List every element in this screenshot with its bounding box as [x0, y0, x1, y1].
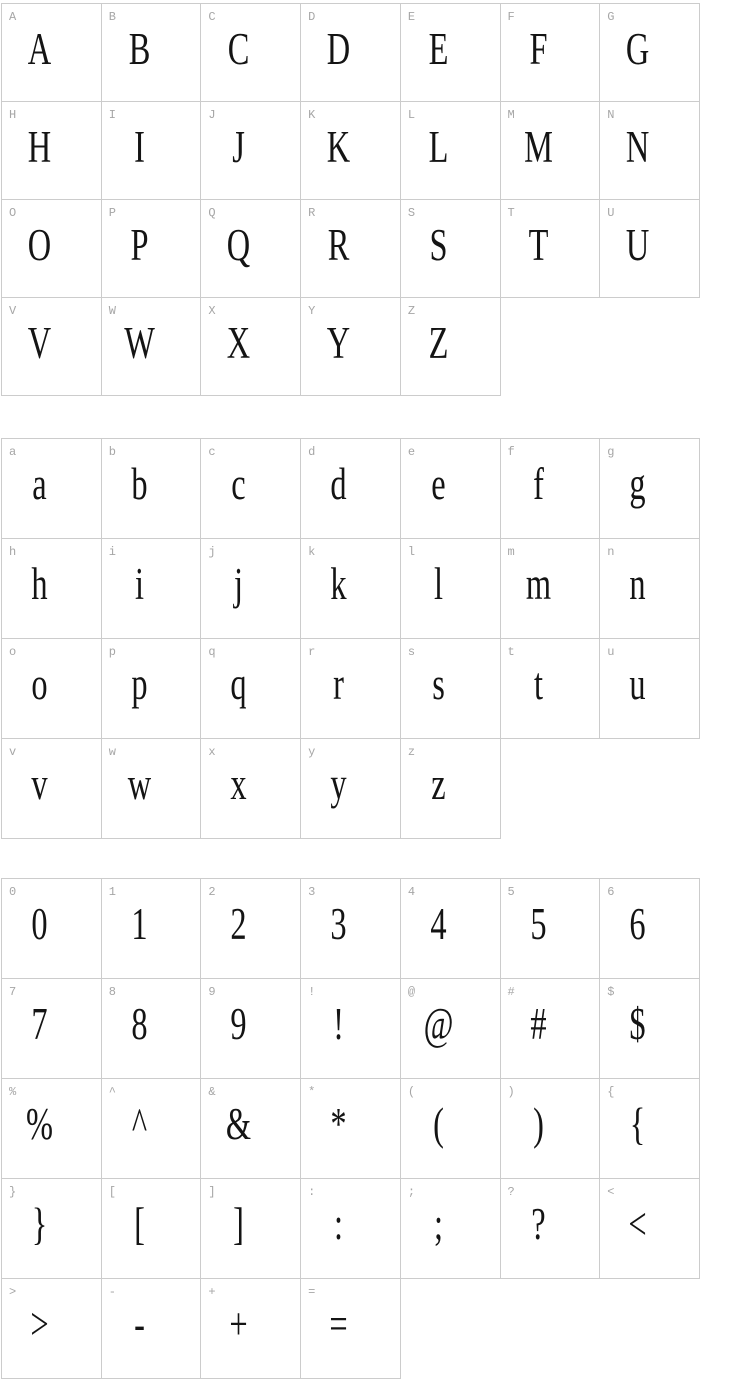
cell-glyph: q	[230, 659, 248, 709]
cell-label: 7	[9, 985, 17, 999]
cell-label: T	[507, 206, 515, 220]
cell-label: j	[208, 545, 216, 559]
cell-label: 4	[407, 885, 416, 899]
cell-glyph: U	[626, 220, 650, 270]
cell-glyph: h	[31, 559, 48, 609]
cell-label: 3	[308, 885, 316, 899]
glyph-block-digits-symbols	[1, 878, 700, 1379]
cell-label: R	[308, 206, 316, 220]
cell-glyph: L	[428, 122, 449, 172]
cell-label: e	[407, 445, 416, 459]
cell-glyph: 3	[330, 899, 347, 949]
glyph-cell	[500, 200, 600, 298]
cell-glyph: j	[234, 559, 244, 609]
glyph-block-uppercase	[1, 3, 700, 396]
cell-label: m	[507, 545, 515, 559]
cell-label: l	[407, 545, 416, 559]
cell-label: x	[208, 745, 216, 759]
cell-glyph: ?	[530, 1199, 546, 1249]
glyph-cell	[400, 102, 500, 200]
glyph-cell	[101, 1179, 201, 1279]
cell-label: W	[108, 304, 116, 318]
cell-glyph: p	[131, 659, 148, 709]
cell-label: Q	[208, 206, 216, 220]
cell-glyph: f	[532, 459, 544, 509]
glyph-cell	[101, 879, 201, 979]
glyph-cell	[600, 539, 700, 639]
cell-label: t	[507, 645, 515, 659]
cell-glyph: $	[629, 999, 646, 1049]
cell-label: +	[208, 1285, 216, 1299]
glyph-cell	[2, 1179, 102, 1279]
cell-glyph: R	[327, 220, 350, 270]
cell-glyph: N	[626, 122, 650, 172]
glyph-cell	[500, 539, 600, 639]
cell-label: N	[607, 108, 615, 122]
glyph-cell	[101, 298, 201, 396]
cell-label: P	[108, 206, 116, 220]
cell-glyph: !	[333, 999, 345, 1049]
cell-glyph: 4	[430, 899, 447, 949]
cell-label: v	[9, 745, 17, 759]
glyph-row	[2, 298, 700, 396]
glyph-cell	[600, 1179, 700, 1279]
glyph-cell	[101, 439, 201, 539]
cell-glyph: O	[27, 220, 52, 270]
cell-glyph: Y	[326, 318, 351, 368]
cell-glyph: b	[131, 459, 148, 509]
glyph-cell	[400, 979, 500, 1079]
cell-label: K	[308, 108, 316, 122]
glyph-cell	[2, 879, 102, 979]
cell-label: E	[407, 10, 416, 24]
glyph-cell	[201, 200, 301, 298]
cell-glyph: w	[127, 759, 151, 809]
cell-label: 6	[607, 885, 615, 899]
glyph-cell	[101, 102, 201, 200]
glyph-cell	[600, 200, 700, 298]
cell-glyph: [	[133, 1199, 145, 1249]
glyph-cell	[301, 102, 401, 200]
cell-label: >	[9, 1285, 17, 1299]
cell-label: r	[308, 645, 316, 659]
glyph-cell	[600, 979, 700, 1079]
cell-glyph: 1	[131, 899, 148, 949]
cell-glyph: }	[31, 1199, 48, 1249]
cell-label: C	[208, 10, 216, 24]
cell-glyph: y	[330, 759, 347, 809]
cell-label: !	[308, 985, 316, 999]
cell-glyph: (	[432, 1099, 444, 1149]
cell-glyph: E	[428, 24, 449, 74]
glyph-cell	[400, 879, 500, 979]
cell-glyph: 7	[31, 999, 48, 1049]
cell-glyph: i	[134, 559, 144, 609]
cell-glyph: &	[226, 1099, 252, 1149]
cell-glyph: {	[629, 1099, 646, 1149]
cell-glyph: l	[433, 559, 443, 609]
cell-glyph: T	[528, 220, 548, 270]
glyph-cell	[2, 102, 102, 200]
glyph-cell	[201, 539, 301, 639]
glyph-cell	[600, 4, 700, 102]
glyph-cell	[400, 298, 500, 396]
glyph-map	[0, 3, 740, 1379]
glyph-row	[2, 439, 700, 539]
glyph-block-lowercase	[1, 438, 700, 839]
cell-glyph: ^	[131, 1099, 147, 1149]
cell-glyph: n	[629, 559, 646, 609]
cell-label: u	[607, 645, 615, 659]
cell-glyph: C	[228, 24, 250, 74]
cell-label: (	[407, 1085, 416, 1099]
cell-label: a	[9, 445, 17, 459]
glyph-cell	[400, 639, 500, 739]
cell-glyph: %	[26, 1099, 53, 1149]
glyph-row	[2, 1279, 700, 1379]
cell-label: q	[208, 645, 216, 659]
glyph-cell	[600, 879, 700, 979]
cell-glyph: c	[231, 459, 247, 509]
cell-glyph: 6	[629, 899, 646, 949]
cell-glyph: 8	[131, 999, 148, 1049]
glyph-cell	[101, 539, 201, 639]
glyph-row	[2, 539, 700, 639]
cell-glyph: =	[329, 1299, 348, 1349]
cell-glyph: z	[431, 759, 446, 809]
glyph-cell	[400, 200, 500, 298]
glyph-cell	[600, 1079, 700, 1179]
cell-label: B	[108, 10, 116, 24]
glyph-cell	[201, 639, 301, 739]
cell-label: O	[9, 206, 17, 220]
cell-label: <	[607, 1185, 615, 1199]
cell-glyph: Z	[428, 318, 449, 368]
glyph-cell	[2, 298, 102, 396]
cell-label: h	[9, 545, 17, 559]
cell-label: :	[308, 1185, 316, 1199]
cell-glyph: +	[229, 1299, 249, 1349]
cell-glyph: 0	[31, 899, 48, 949]
cell-glyph: A	[27, 24, 52, 74]
glyph-cell	[301, 200, 401, 298]
cell-label: p	[108, 645, 116, 659]
glyph-cell	[2, 200, 102, 298]
cell-glyph: K	[326, 122, 351, 172]
cell-label: *	[308, 1085, 316, 1099]
glyph-cell	[301, 1179, 401, 1279]
cell-glyph: ;	[433, 1199, 443, 1249]
cell-label: S	[407, 206, 416, 220]
cell-glyph: 9	[230, 999, 248, 1049]
glyph-cell	[301, 739, 401, 839]
glyph-row	[2, 1179, 700, 1279]
glyph-cell	[201, 439, 301, 539]
cell-label: y	[308, 745, 316, 759]
glyph-row	[2, 4, 700, 102]
cell-glyph: H	[27, 122, 52, 172]
cell-glyph: e	[431, 459, 446, 509]
cell-label: X	[208, 304, 216, 318]
glyph-cell	[2, 4, 102, 102]
cell-glyph: 2	[230, 899, 248, 949]
cell-glyph: o	[31, 659, 48, 709]
cell-label: w	[108, 745, 116, 759]
cell-glyph: s	[432, 659, 445, 709]
cell-glyph: J	[232, 122, 246, 172]
glyph-cell	[2, 639, 102, 739]
glyph-row	[2, 200, 700, 298]
cell-label: M	[507, 108, 515, 122]
cell-glyph: B	[128, 24, 151, 74]
cell-glyph: @	[423, 999, 454, 1049]
cell-label: Y	[308, 304, 316, 318]
cell-label: &	[208, 1085, 216, 1099]
cell-label: 2	[208, 885, 216, 899]
cell-glyph: r	[333, 659, 345, 709]
glyph-cell	[101, 1279, 201, 1379]
cell-label: s	[407, 645, 416, 659]
cell-label: }	[9, 1185, 17, 1199]
cell-glyph: t	[533, 659, 543, 709]
cell-glyph: P	[130, 220, 149, 270]
glyph-cell	[201, 739, 301, 839]
cell-glyph: 5	[529, 899, 547, 949]
cell-label: )	[507, 1085, 515, 1099]
cell-label: =	[308, 1285, 316, 1299]
glyph-cell	[500, 879, 600, 979]
glyph-cell	[201, 1279, 301, 1379]
glyph-cell	[301, 639, 401, 739]
cell-glyph: Q	[227, 220, 251, 270]
cell-label: #	[507, 985, 515, 999]
glyph-cell	[301, 979, 401, 1079]
cell-label: g	[607, 445, 615, 459]
cell-glyph: V	[27, 318, 52, 368]
cell-label: 8	[108, 985, 116, 999]
glyph-cell	[2, 1279, 102, 1379]
glyph-cell	[500, 1179, 600, 1279]
cell-label: d	[308, 445, 316, 459]
glyph-cell	[101, 4, 201, 102]
cell-label: G	[607, 10, 615, 24]
cell-label: F	[507, 10, 515, 24]
cell-label: D	[308, 10, 316, 24]
cell-label: ;	[407, 1185, 416, 1199]
glyph-cell	[101, 1079, 201, 1179]
cell-glyph: k	[330, 559, 347, 609]
cell-glyph: W	[123, 318, 155, 368]
glyph-row	[2, 102, 700, 200]
glyph-cell	[201, 979, 301, 1079]
glyph-cell	[400, 1079, 500, 1179]
cell-glyph: g	[629, 459, 646, 509]
cell-label: J	[208, 108, 216, 122]
glyph-cell	[101, 979, 201, 1079]
glyph-cell	[400, 4, 500, 102]
cell-glyph: G	[626, 24, 650, 74]
cell-label: b	[108, 445, 116, 459]
glyph-cell	[400, 539, 500, 639]
cell-label: U	[607, 206, 615, 220]
cell-glyph: S	[429, 220, 448, 270]
cell-label: 0	[9, 885, 17, 899]
cell-label: o	[9, 645, 17, 659]
cell-glyph: -	[133, 1299, 145, 1349]
cell-label: z	[407, 745, 416, 759]
cell-glyph: d	[330, 459, 347, 509]
glyph-cell	[400, 739, 500, 839]
cell-label: {	[607, 1085, 615, 1099]
cell-label: V	[9, 304, 17, 318]
glyph-cell	[301, 879, 401, 979]
cell-label: L	[407, 108, 416, 122]
glyph-cell	[201, 4, 301, 102]
glyph-cell	[2, 1079, 102, 1179]
cell-glyph: <	[628, 1199, 647, 1249]
glyph-cell	[500, 1079, 600, 1179]
glyph-cell	[2, 979, 102, 1079]
cell-glyph: m	[525, 559, 551, 609]
glyph-cell	[500, 639, 600, 739]
cell-label: Z	[407, 304, 416, 318]
cell-glyph: *	[330, 1099, 347, 1149]
cell-glyph: D	[326, 24, 351, 74]
cell-glyph: #	[529, 999, 547, 1049]
cell-label: 9	[208, 985, 216, 999]
glyph-cell	[2, 739, 102, 839]
cell-label: c	[208, 445, 216, 459]
glyph-cell	[600, 439, 700, 539]
cell-label: I	[108, 108, 116, 122]
glyph-row	[2, 739, 700, 839]
glyph-cell	[2, 439, 102, 539]
glyph-cell	[101, 739, 201, 839]
glyph-cell	[400, 439, 500, 539]
cell-label: i	[108, 545, 116, 559]
glyph-cell	[500, 102, 600, 200]
cell-label: %	[9, 1085, 17, 1099]
cell-glyph: x	[230, 759, 248, 809]
glyph-cell	[301, 439, 401, 539]
glyph-cell	[201, 1179, 301, 1279]
cell-label: ^	[108, 1085, 116, 1099]
glyph-row	[2, 879, 700, 979]
glyph-cell	[500, 439, 600, 539]
cell-glyph: ]	[233, 1199, 245, 1249]
cell-glyph: >	[30, 1299, 49, 1349]
cell-label: [	[108, 1185, 116, 1199]
cell-glyph: X	[227, 318, 251, 368]
cell-glyph: :	[334, 1199, 344, 1249]
glyph-cell	[500, 979, 600, 1079]
cell-glyph: )	[532, 1099, 544, 1149]
cell-label: @	[407, 985, 416, 999]
glyph-cell	[201, 298, 301, 396]
glyph-cell	[301, 4, 401, 102]
cell-label: f	[507, 445, 515, 459]
cell-label: ]	[208, 1185, 216, 1199]
glyph-cell	[201, 102, 301, 200]
glyph-cell	[101, 639, 201, 739]
glyph-cell	[201, 879, 301, 979]
cell-label: 5	[507, 885, 515, 899]
glyph-cell	[500, 4, 600, 102]
cell-label: ?	[507, 1185, 515, 1199]
cell-glyph: v	[31, 759, 48, 809]
glyph-cell	[600, 102, 700, 200]
cell-glyph: a	[32, 459, 47, 509]
glyph-cell	[301, 298, 401, 396]
glyph-cell	[301, 1279, 401, 1379]
glyph-cell	[201, 1079, 301, 1179]
cell-label: n	[607, 545, 615, 559]
cell-glyph: M	[523, 122, 553, 172]
cell-label: A	[9, 10, 17, 24]
cell-glyph: u	[629, 659, 646, 709]
cell-label: $	[607, 985, 615, 999]
cell-glyph: F	[529, 24, 548, 74]
glyph-cell	[301, 1079, 401, 1179]
cell-glyph: I	[133, 122, 145, 172]
glyph-cell	[2, 539, 102, 639]
glyph-cell	[101, 200, 201, 298]
glyph-row	[2, 1079, 700, 1179]
cell-label: -	[108, 1285, 116, 1299]
cell-label: k	[308, 545, 316, 559]
cell-label: H	[9, 108, 17, 122]
glyph-row	[2, 979, 700, 1079]
cell-label: 1	[108, 885, 116, 899]
glyph-cell	[301, 539, 401, 639]
glyph-cell	[600, 639, 700, 739]
glyph-row	[2, 639, 700, 739]
glyph-cell	[400, 1179, 500, 1279]
